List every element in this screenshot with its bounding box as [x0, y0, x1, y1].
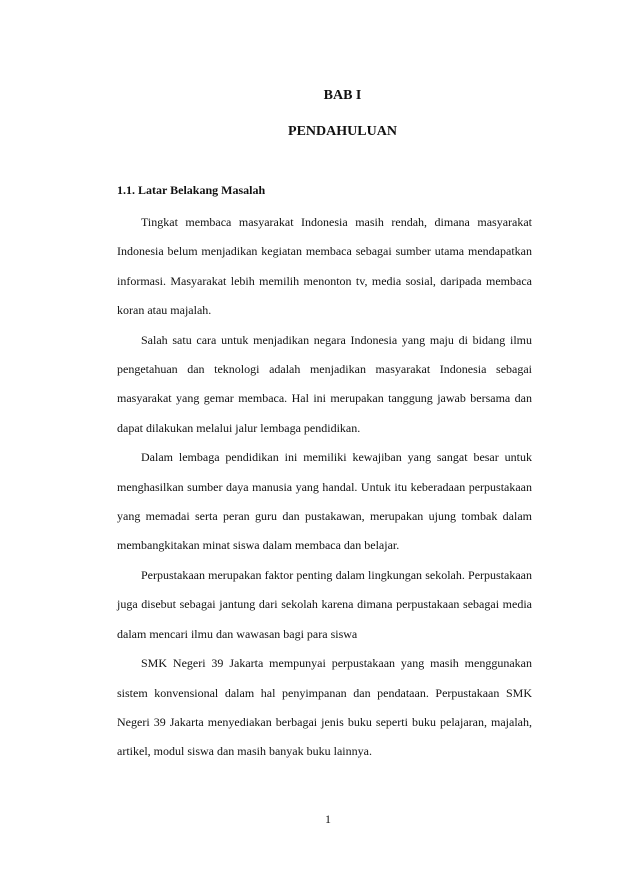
page-number: 1	[325, 812, 331, 826]
paragraph-4: Perpustakaan merupakan faktor penting dalam lingkungan sekolah. Perpustakaan juga disebut sebagai jantung dari sekolah karena dimana perpustakaan sebagai media dalam mencari ilmu dan wawasan bagi para siswa	[117, 567, 532, 641]
chapter-number: BAB I	[323, 88, 362, 103]
paragraph-5: SMK Negeri 39 Jakarta mempunyai perpustakaan yang masih menggunakan sistem konvensional dalam hal penyimpanan dan pendataan. Perpustakaan SMK Negeri 39 Jakarta menyediakan berbagai jenis buku seperti buku pelajaran, majalah, artikel, modul siswa dan masih banyak buku lainnya.	[117, 656, 532, 759]
paragraph-2: Salah satu cara untuk menjadikan negara Indonesia yang maju di bidang ilmu pengetahuan dan teknologi adalah menjadikan masyarakat Indonesia sebagai masyarakat yang gemar membaca. Hal ini merupakan tanggung jawab bersama dan dapat dilakukan melalui jalur lembaga pendidikan.	[117, 332, 532, 435]
section-heading: 1.1. Latar Belakang Masalah	[117, 183, 266, 197]
paragraph-1: Tingkat membaca masyarakat Indonesia masih rendah, dimana masyarakat Indonesia belum menjadikan kegiatan membaca sebagai sumber utama mendapatkan informasi. Masyarakat lebih memilih menonton tv, media sosial, daripada membaca koran atau majalah.	[117, 215, 532, 318]
chapter-title: PENDAHULUAN	[288, 124, 397, 139]
paragraph-3: Dalam lembaga pendidikan ini memiliki kewajiban yang sangat besar untuk menghasilkan sumber daya manusia yang handal. Untuk itu keberadaan perpustakaan yang memadai serta peran guru dan pustakawan, merupakan ujung tombak dalam membangkitakan minat siswa dalam membaca dan belajar.	[117, 450, 532, 553]
body-text	[117, 208, 532, 767]
